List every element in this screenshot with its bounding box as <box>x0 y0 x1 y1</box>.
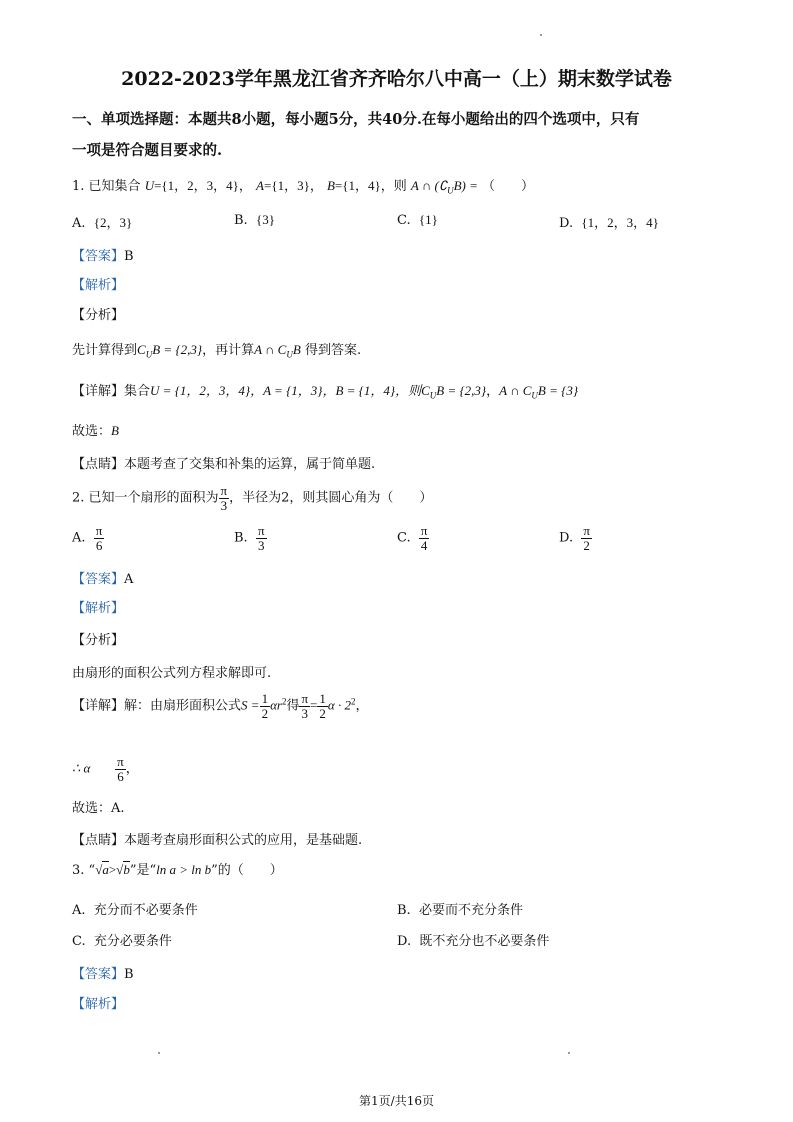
q2-detail-pi-den: 3 <box>299 706 310 721</box>
q1-option-d <box>559 212 659 231</box>
q2-option-d-den: 2 <box>581 538 592 553</box>
q1-set-a: A <box>256 178 264 193</box>
q1-detail-body: U = {1，2，3，4}，A = {1，3}，B = {1，4}，则 <box>150 383 422 398</box>
q1-expr: A ∩ (∁ <box>410 178 448 193</box>
q1-option-c-value: {1} <box>418 212 438 227</box>
q1-answer-label: 【答案】 <box>72 249 125 264</box>
q3-analysis-label: 【解析】 <box>72 997 125 1012</box>
q1-option-b-label: B. <box>234 213 248 228</box>
q1-detail-label: 【详解】 <box>72 384 125 399</box>
q2-detail <box>72 692 368 720</box>
q1-option-d-label: D. <box>559 216 574 231</box>
q1-detail: 【详解】集合U = {1，2，3，4}，A = {1，3}，B = {1，4}，则$C_UB = \{2,3\}$，A ∩ $C_UB = \{3\}$ <box>72 383 579 401</box>
q2-detail-de: 得 <box>286 698 300 714</box>
q3-option-a-label: A. <box>72 903 86 918</box>
q2-fenxi-label: 【分析】 <box>72 633 125 648</box>
q2-detail-comma: ， <box>355 698 369 714</box>
q2-detail-pi-num: π <box>301 691 309 706</box>
q2-detail-half-den: 2 <box>261 705 269 721</box>
q3-option-c-label: C. <box>72 934 86 949</box>
q3-ln-expr: ln a > ln b <box>156 862 212 877</box>
q2-option-c-den: 4 <box>419 538 430 553</box>
q1-detail-result: B = {3} <box>537 383 579 398</box>
q3-option-a <box>72 899 198 918</box>
q2-detail-square: 2 <box>281 696 287 707</box>
stray-dot <box>540 34 542 36</box>
q3-gt: > <box>108 862 117 877</box>
q2-option-a-label: A. <box>72 530 86 546</box>
q2-detail-alpha-two: α · 2 <box>327 697 351 713</box>
q3-option-d-value: 既不充分也不必要条件 <box>419 934 550 949</box>
q2-fenxi-text: 由扇形的面积公式列方程求解即可. <box>72 666 272 681</box>
q3-option-b-label: B. <box>397 903 411 918</box>
q1-fenxi-text: 先计算得到$C_UB = \{2,3\}$，再计算A ∩ $C_UB$ 得到答案. <box>72 342 362 360</box>
q1-a-set: {1，3} <box>271 178 310 193</box>
q1-option-d-value: {1，2，3，4} <box>581 215 659 230</box>
q1-fenxi-mid: ，再计算 <box>202 343 255 358</box>
q2-answer-label: 【答案】 <box>72 572 125 587</box>
q1-choice <box>72 420 119 439</box>
q2-stem-frac-den: 3 <box>219 498 230 513</box>
section-heading-line2: 一项是符合题目要求的. <box>72 142 223 159</box>
q1-fenxi-expr2: B <box>292 342 301 357</box>
q1-detail-complement: C <box>421 383 430 398</box>
q1-fenxi-complement-set: B = {2,3} <box>152 342 203 357</box>
q2-comment-label: 【点睛】 <box>72 833 125 848</box>
q2-comment-text: 本题考查扇形面积公式的应用，是基础题. <box>124 833 363 848</box>
q1-fenxi-pre: 先计算得到 <box>72 343 138 358</box>
q1-eq-b: = <box>334 178 343 193</box>
q1-comment-label: 【点睛】 <box>72 457 125 472</box>
q1-fenxi-post: 得到答案. <box>304 343 362 358</box>
q2-therefore-den: 6 <box>115 769 126 784</box>
q2-therefore-comma: ， <box>125 761 139 777</box>
q1-u-set: {1，2，3，4} <box>161 178 239 193</box>
q1-detail-pre: 集合 <box>124 384 151 399</box>
q2-therefore-num: π <box>117 754 124 769</box>
q2-stem-pre: 2. 已知一个扇形的面积为 <box>72 490 219 506</box>
q3-sqrt-b: b <box>123 862 130 877</box>
q1-paren: （ ） <box>482 179 535 194</box>
q1-option-a <box>72 212 132 231</box>
q2-option-d-label: D. <box>559 530 574 546</box>
q3-option-d-label: D. <box>397 934 412 949</box>
q1-choice-value: B <box>111 423 119 438</box>
q3-option-c-value: 充分必要条件 <box>93 934 172 949</box>
q1-eq-a: = <box>264 178 272 193</box>
q1-option-a-label: A. <box>72 216 86 231</box>
q3-stem-mid: ”是“ <box>129 863 157 878</box>
q2-option-a-num: π <box>95 523 103 538</box>
q2-detail-half2-den: 2 <box>319 705 326 721</box>
q2-detail-alpha-r: αr <box>270 697 282 713</box>
q1-option-c-label: C. <box>397 213 411 228</box>
q2-choice: 故选：A. <box>72 801 125 816</box>
q2-stem-fraction <box>219 484 230 512</box>
q1-answer <box>72 245 134 264</box>
stray-dot <box>158 1052 160 1054</box>
q2-option-c <box>397 524 429 552</box>
q2-detail-label: 【详解】 <box>72 698 125 714</box>
q2-option-b-den: 3 <box>256 538 267 553</box>
q3-stem <box>72 859 283 878</box>
q3-answer-label: 【答案】 <box>72 967 125 982</box>
q1-detail-expr: A ∩ C <box>499 383 532 398</box>
q2-therefore <box>72 755 139 783</box>
q2-detail-half2-num: 1 <box>319 691 326 706</box>
q3-answer <box>72 963 134 982</box>
q1-comment-text: 本题考查了交集和补集的运算，属于简单题. <box>124 457 376 472</box>
q3-stem-pre: 3. “ <box>72 863 96 878</box>
q1-option-c <box>397 212 438 228</box>
q3-option-b <box>397 899 523 918</box>
q2-detail-half-num: 1 <box>261 691 269 706</box>
q2-option-c-num: π <box>420 523 428 538</box>
q1-choice-pre: 故选： <box>72 424 112 439</box>
q2-option-a <box>72 524 104 552</box>
q2-option-b-label: B. <box>234 530 248 546</box>
q2-detail-s: S = <box>241 697 260 713</box>
q1-option-b-value: {3} <box>255 212 275 227</box>
q1-detail-sep: ， <box>486 384 500 399</box>
q3-sqrt-a: a <box>102 862 109 877</box>
stray-dot <box>568 1052 570 1054</box>
q1-expr-end: B) = <box>453 178 478 193</box>
q1-comment <box>72 453 375 472</box>
q2-detail-pre: 解：由扇形面积公式 <box>124 698 242 714</box>
q3-option-d <box>397 930 549 949</box>
q2-stem-frac-num: π <box>220 483 228 498</box>
q2-option-d <box>559 524 592 552</box>
q1-set-u: U <box>144 178 155 193</box>
q2-comment <box>72 829 362 848</box>
q1-detail-complement-set: B = {2,3} <box>436 383 487 398</box>
q1-option-b <box>234 212 275 228</box>
q1-set-b: B <box>326 178 335 193</box>
section-heading-line1: 一、单项选择题：本题共8小题，每小题5分，共40分.在每小题给出的四个选项中，只有 <box>72 111 640 128</box>
q1-b-set: {1，4} <box>342 178 381 193</box>
q3-option-a-value: 充分而不必要条件 <box>93 903 198 918</box>
q1-fenxi-label: 【分析】 <box>72 308 125 323</box>
q3-answer-value: B <box>124 967 134 982</box>
q2-detail-square2: 2 <box>350 696 356 707</box>
q3-option-c <box>72 930 172 949</box>
q2-option-a-den: 6 <box>94 538 105 553</box>
q1-then: ，则 <box>380 179 407 194</box>
q1-stem: 1. 已知集合 U={1，2，3，4}， A={1，3}， B={1，4}，则 A ∩ $(∁_UB)$ = （ ） <box>72 178 535 196</box>
q3-stem-post: ”的（ ） <box>211 863 283 878</box>
page-footer: 第1页/共16页 <box>359 1094 434 1108</box>
q2-option-b-num: π <box>257 523 265 538</box>
q1-answer-value: B <box>124 249 134 264</box>
q2-detail-eq: = <box>310 697 318 713</box>
page-title: 2022-2023学年黑龙江省齐齐哈尔八中高一（上）期末数学试卷 <box>121 68 672 90</box>
q1-stem-prefix: 1. 已知集合 <box>72 179 141 194</box>
q1-analysis-label: 【解析】 <box>72 278 125 293</box>
q1-expr-sub: U <box>447 185 454 196</box>
q2-stem <box>72 484 432 512</box>
q2-answer-value: A <box>124 572 134 587</box>
q1-fenxi-expr: A ∩ C <box>254 342 287 357</box>
q2-option-c-label: C. <box>397 530 411 546</box>
q1-eq-u: = <box>154 178 162 193</box>
q2-option-d-num: π <box>583 523 590 538</box>
q1-fenxi-complement: C <box>137 342 146 357</box>
q2-analysis-label: 【解析】 <box>72 601 125 616</box>
sqrt-symbol-icon: √ <box>116 862 124 877</box>
q1-option-a-value: {2，3} <box>93 215 133 230</box>
q2-answer <box>72 568 133 587</box>
q2-stem-post: ，半径为2，则其圆心角为（ ） <box>229 490 433 506</box>
q2-option-b <box>234 524 267 552</box>
q2-therefore-alpha: ∴ α <box>72 760 91 776</box>
sqrt-symbol-icon: √ <box>95 862 103 877</box>
q3-option-b-value: 必要而不充分条件 <box>418 903 523 918</box>
